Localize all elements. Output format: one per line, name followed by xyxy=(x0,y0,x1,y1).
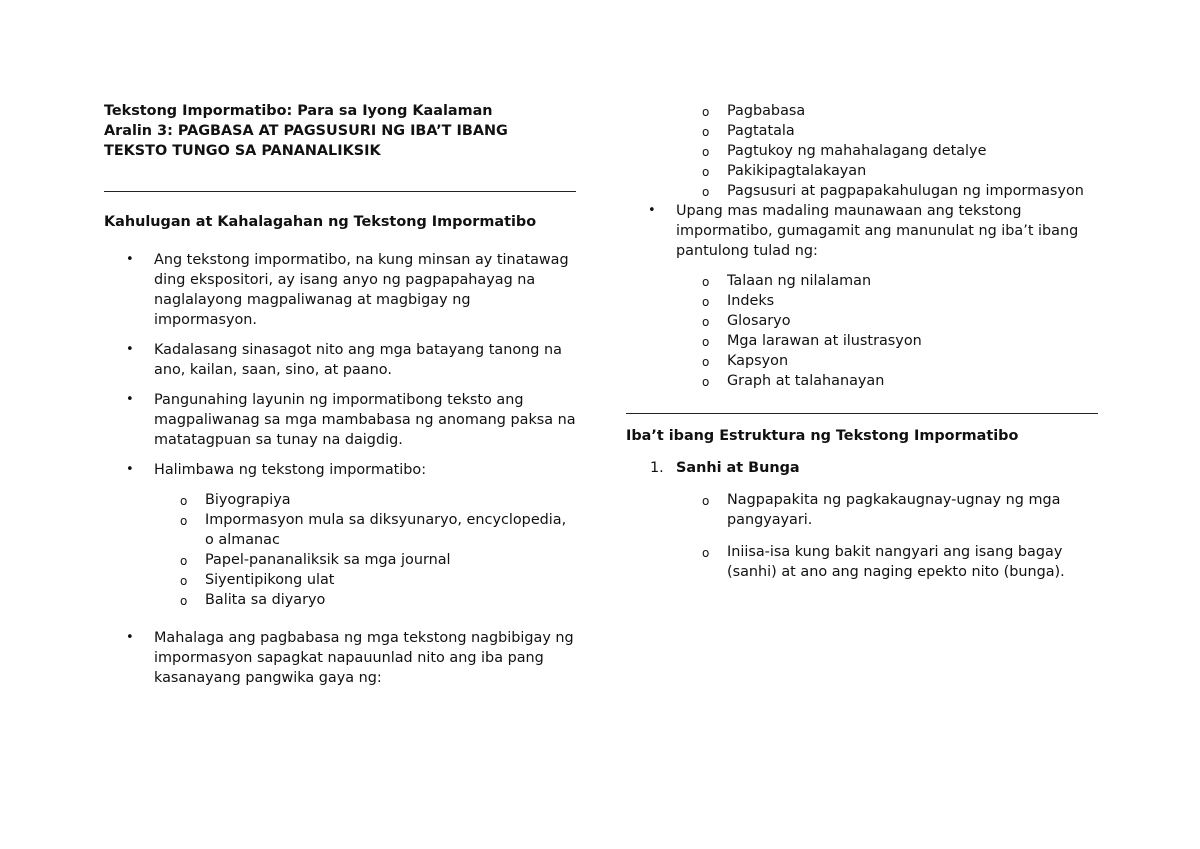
bullet-marker: • xyxy=(126,462,134,477)
sub-marker: o xyxy=(702,165,710,179)
structure-list xyxy=(626,458,1098,478)
list-item: • Mahalaga ang pagbabasa ng mga tekstong nagbibigay ng impormasyon sapagkat napauunlad nito ang iba pang kasanayang pangwika gaya ng: xyxy=(126,630,574,686)
sub-marker: o xyxy=(702,494,710,508)
aids-list xyxy=(626,271,1098,391)
list-item: o Mga larawan at ilustrasyon xyxy=(626,331,1098,351)
list-item: o Siyentipikong ulat xyxy=(104,570,576,590)
bullet-marker: • xyxy=(126,630,134,645)
list-item: o Nagpapakita ng pagkakaugnay-ugnay ng mga pangyayari. xyxy=(702,492,1061,528)
bullet-marker: • xyxy=(126,252,134,267)
list-item: o Indeks xyxy=(626,291,1098,311)
list-item: o Pagtukoy ng mahahalagang detalye xyxy=(626,141,1098,161)
sub-marker: o xyxy=(702,546,710,560)
sub-marker: o xyxy=(702,295,710,309)
list-item: o Iniisa-isa kung bakit nangyari ang isang bagay (sanhi) at ano ang naging epekto nito (bunga). xyxy=(702,544,1065,580)
section-heading: Iba’t ibang Estruktura ng Tekstong Impormatibo xyxy=(626,428,1019,444)
sub-marker: o xyxy=(702,275,710,289)
list-item: • Kadalasang sinasagot nito ang mga batayang tanong na ano, kailan, saan, sino, at paano. xyxy=(126,342,562,378)
list-item: • Ang tekstong impormatibo, na kung minsan ay tinatawag ding ekspositori, ay isang anyo ng pagpapahayag na naglalayong magpaliwanag at magbigay ng impormasyon. xyxy=(126,252,569,328)
sub-marker: o xyxy=(702,185,710,199)
sub-marker: o xyxy=(180,574,188,588)
bullet-marker: • xyxy=(648,203,656,218)
list-item: o Glosaryo xyxy=(626,311,1098,331)
sub-marker: o xyxy=(180,554,188,568)
list-item: • Halimbawa ng tekstong impormatibo: xyxy=(126,462,427,478)
examples-list xyxy=(104,490,576,610)
sub-marker: o xyxy=(702,355,710,369)
sub-marker: o xyxy=(702,315,710,329)
section-heading: Kahulugan at Kahalagahan ng Tekstong Impormatibo xyxy=(104,214,537,230)
list-item: o Pagtatala xyxy=(626,121,1098,141)
list-item: o Balita sa diyaryo xyxy=(104,590,576,610)
list-item: • Pangunahing layunin ng impormatibong teksto ang magpaliwanag sa mga mambabasa ng anomang paksa na matatagpuan sa tunay na daigdig. xyxy=(126,392,576,448)
sub-marker: o xyxy=(702,125,710,139)
list-item: • Upang mas madaling maunawaan ang tekstong impormatibo, gumagamit ang manunulat ng iba’t ibang pantulong tulad ng: xyxy=(648,203,1079,259)
sub-marker: o xyxy=(180,594,188,608)
sub-marker: o xyxy=(702,335,710,349)
list-item: o Pakikipagtalakayan xyxy=(626,161,1098,181)
sub-marker: o xyxy=(702,375,710,389)
list-item: o Kapsyon xyxy=(626,351,1098,371)
left-column xyxy=(104,101,576,688)
bullet-marker: • xyxy=(126,392,134,407)
importance-list xyxy=(104,628,576,688)
divider xyxy=(104,191,576,192)
divider xyxy=(626,413,1098,414)
cause-effect-list xyxy=(626,490,1098,582)
list-item: o Papel-pananaliksik sa mga journal xyxy=(104,550,576,570)
sub-marker: o xyxy=(180,514,188,528)
title-line: Tekstong Impormatibo: Para sa Iyong Kaalaman xyxy=(104,103,493,119)
title-line: TEKSTO TUNGO SA PANANALIKSIK xyxy=(104,143,381,159)
list-item: o Impormasyon mula sa diksyunaryo, encyclopedia, o almanac xyxy=(180,512,567,548)
bullet-marker: • xyxy=(126,342,134,357)
aids-intro-list xyxy=(626,201,1098,261)
document-title xyxy=(104,101,576,161)
sub-marker: o xyxy=(180,494,188,508)
list-item: o Pagbabasa xyxy=(626,101,1098,121)
list-item: 1. Sanhi at Bunga xyxy=(650,460,800,476)
sub-marker: o xyxy=(702,105,710,119)
right-column xyxy=(626,101,1098,582)
list-item: o Pagsusuri at pagpapakahulugan ng impormasyon xyxy=(626,181,1098,201)
title-line: Aralin 3: PAGBASA AT PAGSUSURI NG IBA’T IBANG xyxy=(104,123,508,139)
skills-list xyxy=(626,101,1098,201)
definition-list xyxy=(104,250,576,480)
list-item: o Biyograpiya xyxy=(104,490,576,510)
sub-marker: o xyxy=(702,145,710,159)
list-item: o Talaan ng nilalaman xyxy=(626,271,1098,291)
list-number: 1. xyxy=(650,460,664,476)
list-item: o Graph at talahanayan xyxy=(626,371,1098,391)
